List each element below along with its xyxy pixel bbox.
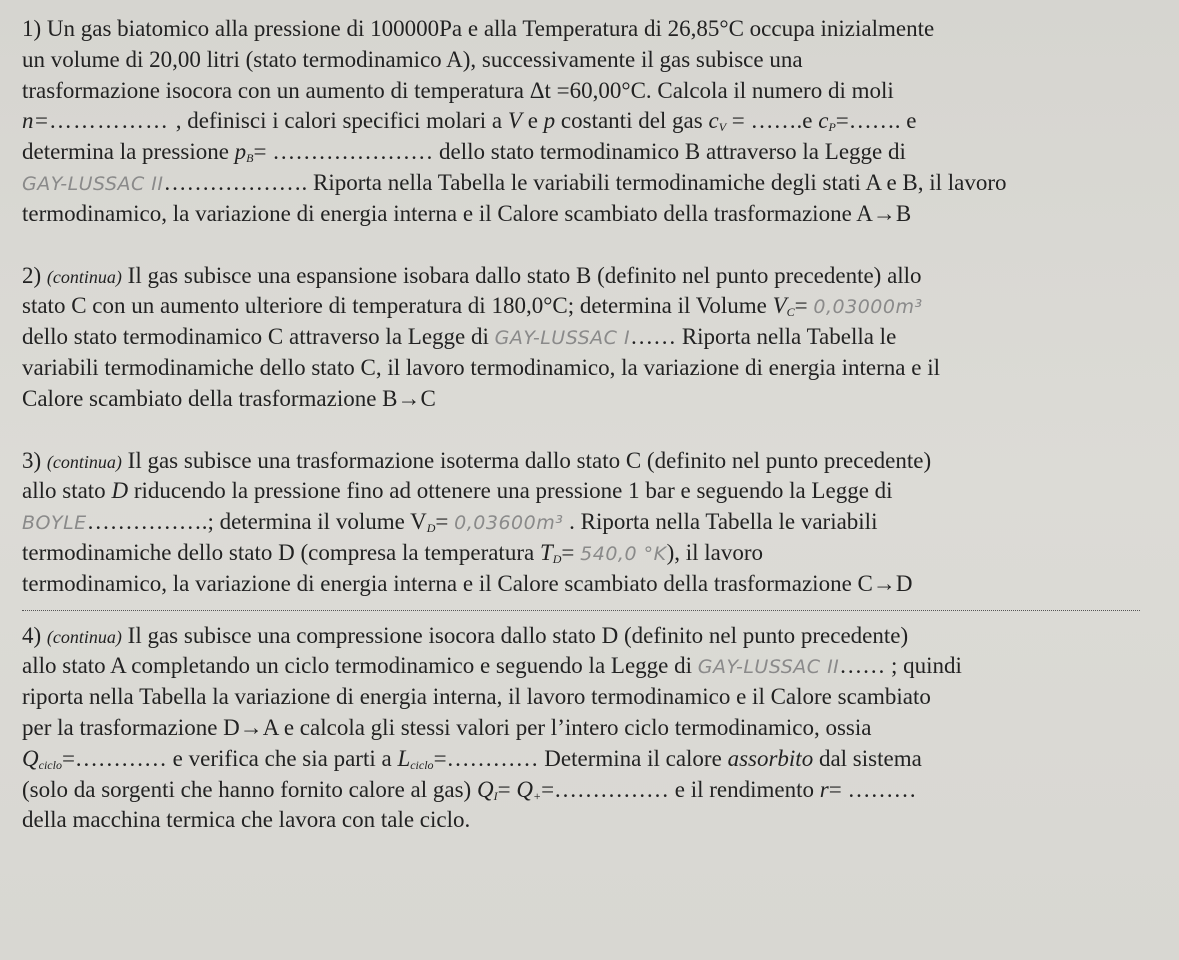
efficiency-blank[interactable]: = ……… xyxy=(828,776,917,802)
text-segment: e xyxy=(521,108,544,134)
text-segment: , definisci i calori specifici molari a xyxy=(175,108,508,134)
text-segment: = xyxy=(435,509,455,535)
l-cycle-symbol: L xyxy=(397,745,411,771)
exercise-2-line-5: Calore scambiato della trasformazione B→C xyxy=(22,385,436,411)
q-plus-symbol: Q xyxy=(516,776,533,802)
exercise-4-line-3: riporta nella Tabella la variazione di energia interna, il lavoro termodinamico e il Calore scambiato xyxy=(22,684,931,710)
text-segment: …… ; quindi xyxy=(839,653,962,679)
continua-label: (continua) xyxy=(46,266,122,287)
temperature-d-symbol: T xyxy=(539,539,553,565)
exercise-3 xyxy=(22,446,1145,611)
q-cycle-symbol: Q xyxy=(22,745,39,771)
text-segment: …………….; determina il volume V xyxy=(86,509,427,535)
text-segment: termodinamiche dello stato D (compresa la temperatura xyxy=(22,539,540,565)
text-segment: dello stato termodinamico C attraverso la Legge di xyxy=(22,324,495,350)
text-segment: = xyxy=(794,293,814,319)
exercise-3-line-3 xyxy=(22,507,1145,538)
handwritten-law-answer: GAY-LUSSAC II xyxy=(697,656,840,679)
moles-symbol: n= xyxy=(22,108,50,134)
q-absorbed-symbol: Q xyxy=(476,776,494,802)
exercise-3-line-4 xyxy=(22,538,1145,569)
pressure-b-subscript: B xyxy=(246,151,254,166)
exercise-number: 3) xyxy=(22,447,47,473)
exercise-4-line-6 xyxy=(22,775,1145,806)
volume-d-subscript: D xyxy=(426,521,436,536)
exercise-4-line-1 xyxy=(22,621,1145,652)
text-segment: ………………. Riporta nella Tabella le variabili termodinamiche degli stati A e B, il lavoro xyxy=(163,169,1007,195)
q-cycle-subscript: ciclo xyxy=(38,757,62,772)
handwritten-volume-d-answer: 0,03600m³ xyxy=(454,512,564,535)
exercise-1 xyxy=(22,14,1145,230)
handwritten-law-answer: BOYLE xyxy=(22,512,87,535)
exercise-1-line-1: 1) Un gas biatomico alla pressione di 100000Pa e alla Temperatura di 26,85°C occupa inizialmente xyxy=(22,16,935,41)
text-segment: . Riporta nella Tabella le variabili xyxy=(563,509,878,535)
exercise-4-line-2 xyxy=(22,651,1145,682)
q-absorbed-blank[interactable]: =…………… e il rendimento xyxy=(541,776,820,802)
exercise-3-line-2 xyxy=(22,476,1145,507)
exercise-4-line-5 xyxy=(22,744,1145,775)
exercise-1-line-4 xyxy=(22,106,1145,137)
text-segment: = xyxy=(561,539,581,565)
exercise-number: 4) xyxy=(22,622,47,648)
text-segment: costanti del gas xyxy=(555,108,709,134)
handwritten-volume-c-answer: 0,03000m³ xyxy=(813,296,923,319)
state-d-symbol: D xyxy=(111,478,129,504)
exercise-4-line-4: per la trasformazione D→A e calcola gli stessi valori per l’intero ciclo termodinamico, ossia xyxy=(22,714,872,740)
exercise-3-line-1 xyxy=(22,446,1145,477)
volume-c-symbol: V xyxy=(772,293,787,319)
cv-subscript: V xyxy=(718,120,727,135)
text-segment: allo stato xyxy=(22,478,112,504)
exercise-2-line-4: variabili termodinamiche dello stato C, il lavoro termodinamico, la variazione di energia interna e il xyxy=(22,354,940,380)
temperature-d-subscript: D xyxy=(552,551,562,566)
text-segment: stato C con un aumento ulteriore di temperatura di 180,0°C; determina il Volume xyxy=(22,293,773,319)
cp-subscript: P xyxy=(828,120,836,135)
volume-symbol: V xyxy=(507,108,522,134)
text-segment: = xyxy=(497,776,517,802)
exercise-1-line-3: trasformazione isocora con un aumento di temperatura Δt =60,00°C. Calcola il numero di moli xyxy=(22,77,894,103)
text-segment: dal sistema xyxy=(813,745,922,771)
continua-label: (continua) xyxy=(46,451,122,472)
exercise-2-line-1 xyxy=(22,261,1145,292)
pressure-symbol: p xyxy=(543,108,556,134)
q-absorbed-subscript: I xyxy=(493,788,498,803)
continua-label: (continua) xyxy=(46,626,122,647)
q-cycle-blank[interactable]: =………… e verifica che sia parti a xyxy=(61,745,398,771)
text-segment: determina la pressione xyxy=(22,139,235,165)
text-segment: Il gas subisce una trasformazione isoterma dallo stato C (definito nel punto precedente) xyxy=(121,447,932,473)
exercise-1-line-7: termodinamico, la variazione di energia interna e il Calore scambiato della trasformazione A→B xyxy=(22,200,912,226)
l-cycle-blank[interactable]: =………… Determina il calore xyxy=(433,745,728,771)
volume-c-subscript: C xyxy=(786,305,795,320)
exercise-4-line-7: della macchina termica che lavora con tale ciclo. xyxy=(22,807,471,833)
exercise-2-line-3 xyxy=(22,322,1145,353)
cp-symbol: c xyxy=(818,108,829,134)
cv-blank[interactable]: = …….e xyxy=(726,108,819,134)
text-segment: Il gas subisce una compressione isocora dallo stato D (definito nel punto precedente) xyxy=(121,622,909,648)
exercise-1-line-2: un volume di 20,00 litri (stato termodinamico A), successivamente il gas subisce una xyxy=(22,46,803,72)
spacer xyxy=(22,230,1145,261)
text-segment: ), il lavoro xyxy=(666,539,764,565)
l-cycle-subscript: ciclo xyxy=(410,757,434,772)
handwritten-law-answer: GAY-LUSSAC I xyxy=(494,327,631,350)
text-segment: Il gas subisce una espansione isobara dallo stato B (definito nel punto precedente) allo xyxy=(121,262,922,288)
handwritten-law-answer: GAY-LUSSAC II xyxy=(22,172,164,195)
pressure-b-symbol: p xyxy=(234,139,247,165)
spacer xyxy=(22,415,1145,446)
exercise-1-line-6 xyxy=(22,168,1145,199)
assorbito-word: assorbito xyxy=(727,745,814,771)
dotted-answer-line[interactable] xyxy=(22,600,1140,611)
text-segment: riducendo la pressione fino ad ottenere una pressione 1 bar e seguendo la Legge di xyxy=(128,478,893,504)
exercise-2 xyxy=(22,261,1145,415)
handwritten-temperature-d-answer: 540,0 °K xyxy=(580,542,667,565)
cv-symbol: c xyxy=(708,108,719,134)
pressure-b-blank[interactable]: = ………………… dello stato termodinamico B attraverso la Legge di xyxy=(253,139,906,165)
cp-blank[interactable]: =……. e xyxy=(835,108,917,134)
exercise-1-line-5 xyxy=(22,137,1145,168)
efficiency-symbol: r xyxy=(819,776,829,802)
q-plus-subscript: + xyxy=(532,788,542,803)
exercise-2-line-2 xyxy=(22,291,1145,322)
text-segment: allo stato A completando un ciclo termodinamico e seguendo la Legge di xyxy=(22,653,698,679)
text-segment: …… Riporta nella Tabella le xyxy=(630,324,897,350)
text-segment: (solo da sorgenti che hanno fornito calore al gas) xyxy=(22,776,477,802)
exercise-4 xyxy=(22,621,1145,837)
exercise-number: 2) xyxy=(22,262,47,288)
exercise-3-line-5: termodinamico, la variazione di energia interna e il Calore scambiato della trasformazione C→D xyxy=(22,570,913,596)
moles-blank[interactable]: …………… xyxy=(49,108,176,134)
